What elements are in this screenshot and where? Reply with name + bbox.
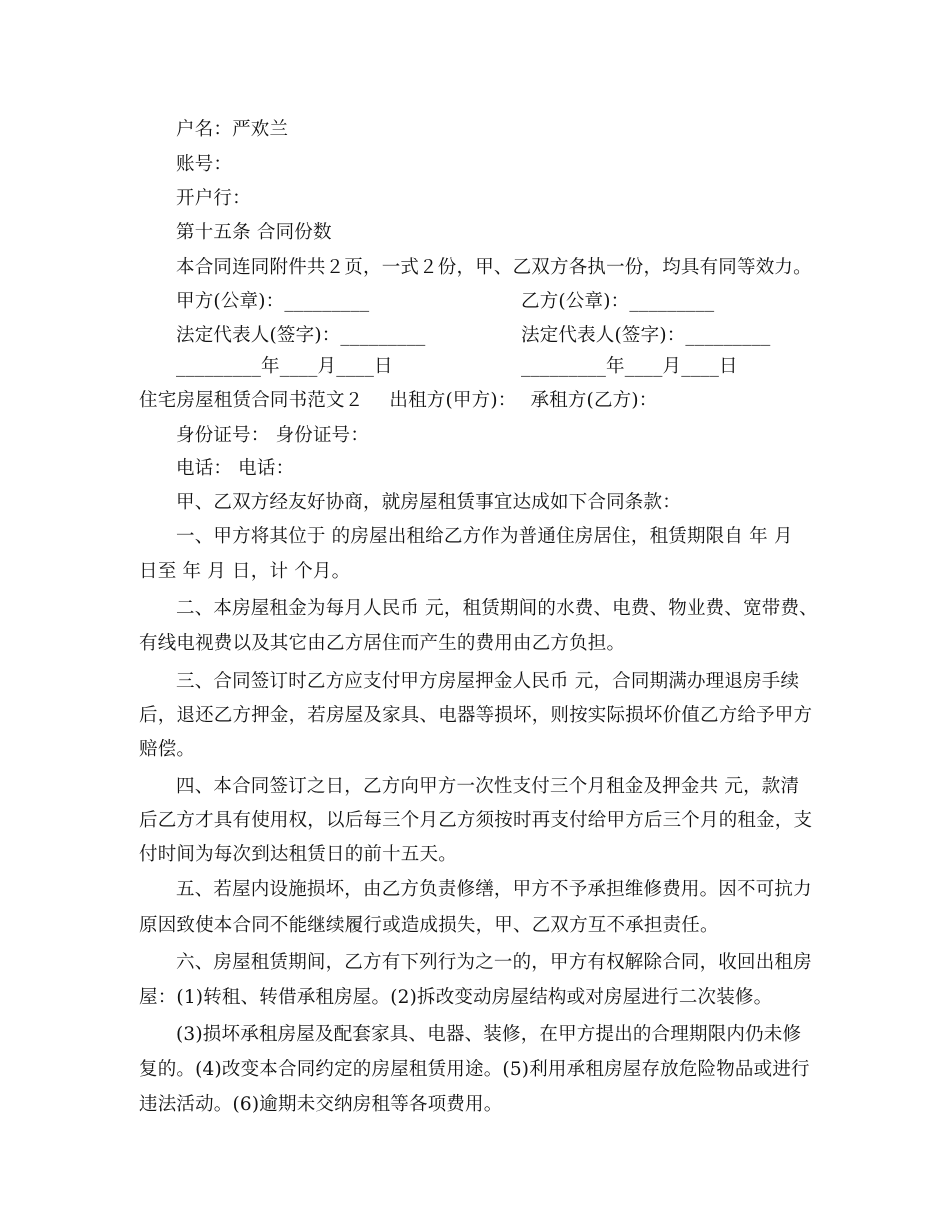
contract-2-title-line bbox=[139, 389, 658, 413]
lessee-label: 承租方(乙方)： bbox=[530, 390, 658, 411]
party-a-representative: 法定代表人(签字)：_________ bbox=[176, 325, 426, 346]
clause-line: 四、本合同签订之日，乙方向甲方一次性支付三个月租金及押金共 元，款清 bbox=[176, 776, 800, 797]
account-number: 账号： bbox=[176, 154, 233, 175]
clause-line: 三、合同签订时乙方应支付甲方房屋押金人民币 元，合同期满办理退房手续 bbox=[176, 671, 800, 692]
clause-line: 赔偿。 bbox=[139, 739, 196, 760]
clause-line: 屋：(1)转租、转借承租房屋。(2)拆改变动房屋结构或对房屋进行二次装修。 bbox=[139, 987, 773, 1008]
contract-intro: 甲、乙双方经友好协商，就房屋租赁事宜达成如下合同条款： bbox=[176, 492, 681, 513]
party-b-date: _________年____月____日 bbox=[521, 356, 738, 377]
article-15-body: 本合同连同附件共２页，一式２份，甲、乙双方各执一份，均具有同等效力。 bbox=[176, 257, 812, 278]
clause-line: 六、房屋租赁期间，乙方有下列行为之一的，甲方有权解除合同，收回出租房 bbox=[176, 952, 812, 973]
clause-line: 有线电视费以及其它由乙方居住而产生的费用由乙方负担。 bbox=[139, 633, 626, 654]
bank-name: 开户行： bbox=[176, 188, 251, 209]
account-name: 户名：严欢兰 bbox=[176, 119, 289, 140]
party-b-representative: 法定代表人(签字)：_________ bbox=[521, 325, 771, 346]
party-b-seal: 乙方(公章)：_________ bbox=[521, 291, 715, 312]
clause-line: 五、若屋内设施损坏，由乙方负责修缮，甲方不予承担维修费用。因不可抗力 bbox=[176, 879, 812, 900]
party-a-seal: 甲方(公章)：_________ bbox=[176, 291, 370, 312]
clause-line: 后，退还乙方押金，若房屋及家具、电器等损坏，则按实际损坏价值乙方给予甲方 bbox=[139, 705, 813, 726]
contract-2-title: 住宅房屋租赁合同书范文２ bbox=[139, 390, 364, 411]
article-15-heading: 第十五条 合同份数 bbox=[176, 222, 332, 243]
id-number-line: 身份证号： 身份证号： bbox=[176, 425, 370, 446]
phone-line: 电话： 电话： bbox=[176, 458, 295, 479]
clause-line: 付时间为每次到达租赁日的前十五天。 bbox=[139, 844, 457, 865]
lessor-label: 出租方(甲方)： bbox=[389, 390, 517, 411]
clause-line: 后乙方才具有使用权，以后每三个月乙方须按时再支付给甲方后三个月的租金，支 bbox=[139, 810, 813, 831]
clause-line: 违法活动。(6)逾期未交纳房租等各项费用。 bbox=[139, 1094, 503, 1115]
clause-line: 复的。(4)改变本合同约定的房屋租赁用途。(5)利用承租房屋存放危险物品或进行 bbox=[139, 1059, 810, 1080]
clause-line: 一、甲方将其位于 的房屋出租给乙方作为普通住房居住，租赁期限自 年 月 bbox=[176, 526, 793, 547]
clause-line: 原因致使本合同不能继续履行或造成损失，甲、乙双方互不承担责任。 bbox=[139, 915, 719, 936]
clause-line: (3)损坏承租房屋及配套家具、电器、装修，在甲方提出的合理期限内仍未修 bbox=[176, 1024, 802, 1045]
party-a-date: _________年____月____日 bbox=[176, 356, 393, 377]
clause-line: 二、本房屋租金为每月人民币 元，租赁期间的水费、电费、物业费、宽带费、 bbox=[176, 598, 818, 619]
clause-line: 日至 年 月 日，计 个月。 bbox=[139, 561, 351, 582]
